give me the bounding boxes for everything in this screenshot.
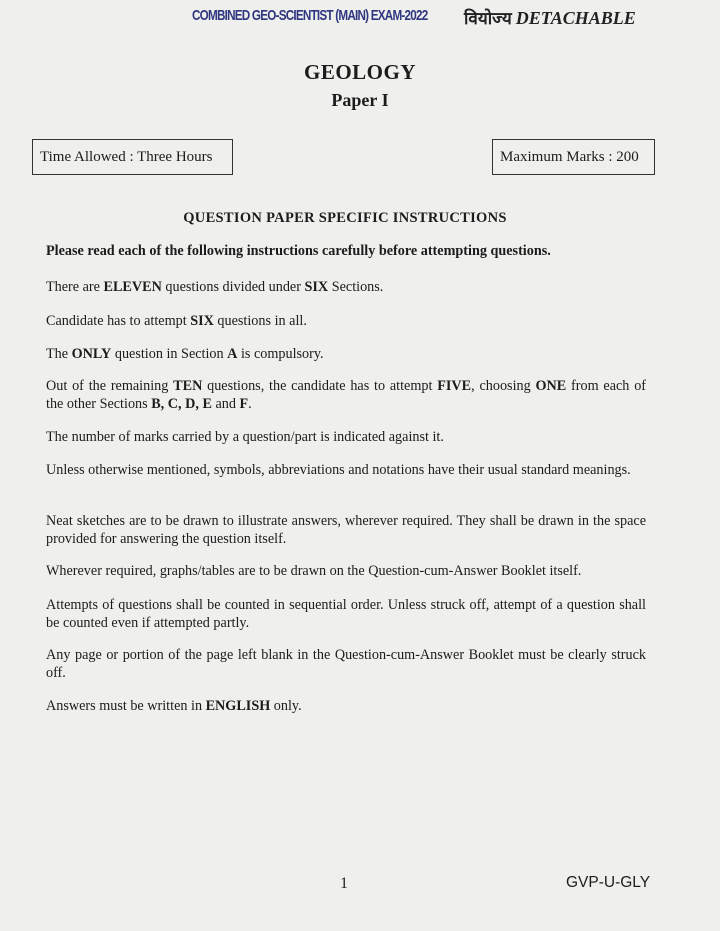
instruction-item: Any page or portion of the page left blank in the Question-cum-Answer Booklet must be clearly struck off. [46,647,646,681]
instruction-item: Unless otherwise mentioned, symbols, abbreviations and notations have their usual standard meanings. [46,462,631,478]
instruction-item: Candidate has to attempt SIX questions in all. [46,313,307,329]
instruction-item: The number of marks carried by a question/part is indicated against it. [46,429,444,445]
maximum-marks-box: Maximum Marks : 200 [492,139,655,175]
instruction-item: Answers must be written in ENGLISH only. [46,698,302,714]
instruction-item: Neat sketches are to be drawn to illustrate answers, wherever required. They shall be drawn in the space provided for answering the question itself. [46,513,646,547]
instruction-item: Wherever required, graphs/tables are to be drawn on the Question-cum-Answer Booklet itself. [46,563,582,579]
instruction-item: Out of the remaining TEN questions, the candidate has to attempt FIVE, choosing ONE from each of the other Sections B, C, D, E and F. [46,378,647,412]
instruction-item: Attempts of questions shall be counted in sequential order. Unless struck off, attempt of a question shall be counted even if attempted partly. [46,597,646,631]
paper-code: GVP-U-GLY [566,874,651,891]
detachable-hindi: वियोज्य [464,9,512,29]
page-number: 1 [340,875,348,892]
detachable-english: DETACHABLE [515,8,636,28]
instructions-intro: Please read each of the following instructions carefully before attempting questions. [46,243,551,259]
paper-subtitle: Paper I [331,90,389,110]
instructions-heading: QUESTION PAPER SPECIFIC INSTRUCTIONS [183,210,507,226]
instruction-item: There are ELEVEN questions divided under SIX Sections. [46,279,384,295]
paper-title: GEOLOGY [303,60,417,84]
exam-name-stamp: COMBINED GEO-SCIENTIST (MAIN) EXAM-2022 [192,7,428,24]
detachable-label [464,6,636,29]
time-allowed-box: Time Allowed : Three Hours [32,139,233,175]
instruction-item: The ONLY question in Section A is compulsory. [46,346,324,362]
